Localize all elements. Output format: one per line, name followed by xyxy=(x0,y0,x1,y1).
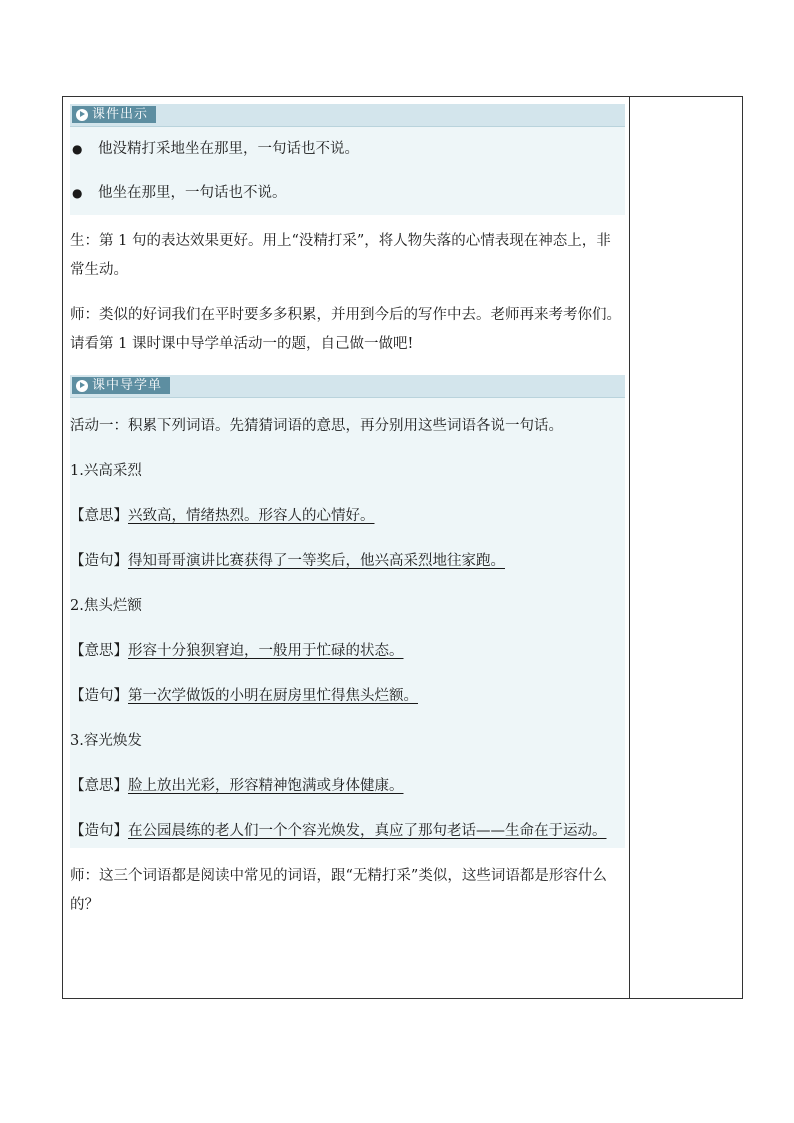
section-header-guide xyxy=(70,375,625,398)
notes-column xyxy=(629,97,630,998)
word-title: 2.焦头烂额 xyxy=(70,598,142,614)
meaning-text: 兴致高，情绪热烈。形容人的心情好。 xyxy=(128,508,375,524)
paragraph: 师：这三个词语都是阅读中常见的词语，跟“无精打采”类似，这些词语都是形容什么的？ xyxy=(70,868,607,913)
courseware-box xyxy=(70,127,625,215)
paragraph: 生：第 1 句的表达效果更好。用上“没精打采”，将人物失落的心情表现在神态上，非常生动。 xyxy=(70,233,611,278)
play-icon xyxy=(76,109,88,121)
word-sentence xyxy=(70,682,625,711)
meaning-text: 脸上放出光彩，形容精神饱满或身体健康。 xyxy=(128,778,404,794)
word-meaning xyxy=(70,502,625,531)
section-tag xyxy=(72,377,170,394)
sentence-text: 第一次学做饭的小明在厨房里忙得焦头烂额。 xyxy=(128,688,418,704)
section-tag xyxy=(72,106,156,123)
sentence-label: 【造句】 xyxy=(70,688,128,704)
meaning-label: 【意思】 xyxy=(70,643,128,659)
bullet-text: 他没精打采地坐在那里，一句话也不说。 xyxy=(98,141,359,157)
meaning-label: 【意思】 xyxy=(70,778,128,794)
list-item xyxy=(70,171,625,215)
sentence-label: 【造句】 xyxy=(70,823,128,839)
sentence-text: 得知哥哥演讲比赛获得了一等奖后，他兴高采烈地往家跑。 xyxy=(128,553,505,569)
list-item xyxy=(70,127,625,171)
bullet-icon: ● xyxy=(72,186,83,200)
word-sentence xyxy=(70,817,625,846)
bullet-text: 他坐在那里，一句话也不说。 xyxy=(98,185,287,201)
sentence-text: 在公园晨练的老人们一个个容光焕发，真应了那句老话——生命在于运动。 xyxy=(128,823,607,839)
meaning-text: 形容十分狼狈窘迫，一般用于忙碌的状态。 xyxy=(128,643,404,659)
play-icon xyxy=(76,380,88,392)
activity-text: 活动一：积累下列词语。先猜猜词语的意思，再分别用这些词语各说一句话。 xyxy=(70,418,563,434)
word-title: 3.容光焕发 xyxy=(70,733,142,749)
section-tag-label: 课中导学单 xyxy=(92,378,163,393)
word-sentence xyxy=(70,547,625,576)
section-header-courseware xyxy=(70,104,625,127)
word-meaning xyxy=(70,637,625,666)
section-tag-label: 课件出示 xyxy=(92,107,149,122)
lesson-content xyxy=(70,104,625,920)
word-meaning xyxy=(70,772,625,801)
bullet-icon: ● xyxy=(72,142,83,156)
word-title: 1.兴高采烈 xyxy=(70,463,142,479)
lesson-table xyxy=(62,96,743,999)
sentence-label: 【造句】 xyxy=(70,553,128,569)
paragraph: 师：类似的好词我们在平时要多多积累，并用到今后的写作中去。老师再来考考你们。请看第 1 课时课中导学单活动一的题，自己做一做吧! xyxy=(70,307,621,352)
guide-box xyxy=(70,398,625,848)
meaning-label: 【意思】 xyxy=(70,508,128,524)
